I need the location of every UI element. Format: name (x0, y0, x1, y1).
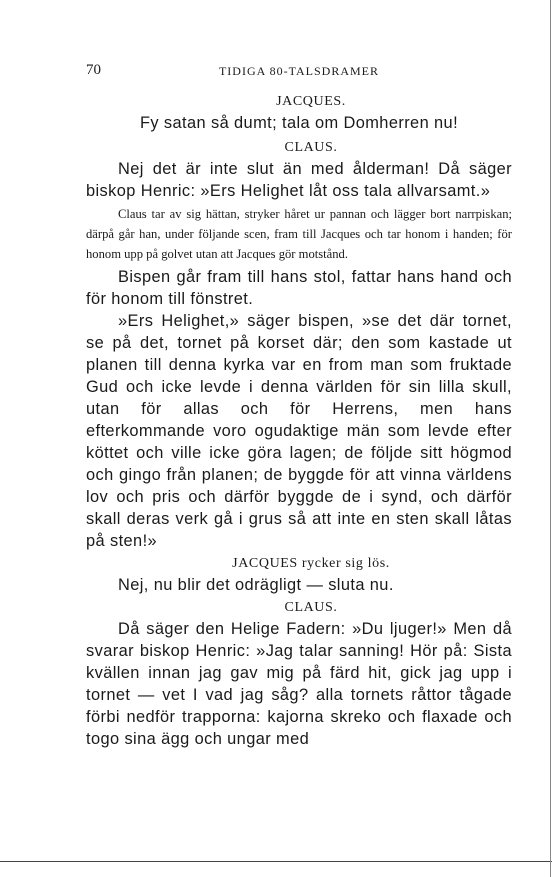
page-header (86, 62, 512, 82)
speech-paragraph: Nej det är inte slut än med ålderman! Då säger biskop Henric: »Ers Helighet låt oss tala allvarsamt.» (86, 160, 512, 200)
running-title: TIDIGA 80-TALSDRAMER (218, 64, 380, 78)
page-body (86, 92, 512, 750)
speaker-name: JACQUES. (276, 94, 346, 109)
speaker-name: CLAUS. (284, 140, 338, 155)
stage-direction: Claus tar av sig hättan, stryker håret ur pannan och lägger bort narrpiskan; därpå går han, under följande scen, fram till Jacques och tar honom i handen; för honom upp på golvet utan att Jacques gör motstånd. (86, 207, 512, 261)
page-number: 70 (86, 62, 101, 78)
speaker-name: CLAUS. (284, 600, 338, 615)
speech-paragraph: Då säger den Helige Fadern: »Du ljuger!» Men då svarar biskop Henric: »Jag talar sanning! Hör på: Sista kvällen innan jag gav mig på färd hit, gick jag upp i tornet — vet I vad jag såg? alla tornets råttor tågade förbi nedför trapporna: kajorna skreko och flaxade och togo sina ägg och ungar med (86, 620, 512, 748)
speech-paragraph: Bispen går fram till hans stol, fattar hans hand och för honom till fönstret. (86, 268, 512, 308)
speech-line: Nej, nu blir det odrägligt — sluta nu. (118, 576, 394, 594)
bottom-border (0, 861, 552, 862)
speech-line: Fy satan så dumt; tala om Domherren nu! (139, 114, 459, 132)
right-border (550, 0, 551, 877)
speaker-direction: JACQUES rycker sig lös. (232, 556, 390, 571)
speech-paragraph: »Ers Helighet,» säger bispen, »se det där tornet, se på det, tornet på korset där; den som kastade ut planen till denna kyrka var en from man som fruktade Gud och icke levde i denna världen för sin lilla skull, utan för allas och för Herrens, men hans efterkommande voro ogudaktige män som levde efter köttet och ville icke göra lagen; de följde sitt högmod och gingo från planen; de byggde för att vinna världens lov och pris och därför byggde de i synd, och därför skall deras verk gå i grus så att inte en sten skall låtas på sten!» (86, 312, 512, 550)
